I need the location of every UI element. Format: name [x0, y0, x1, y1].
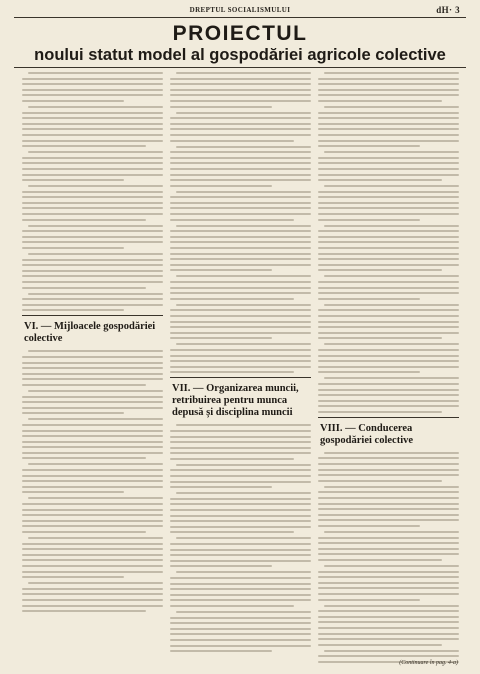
section-rule — [170, 377, 311, 378]
continuation-note: (Continuare în pag. 4-a) — [399, 660, 458, 666]
section-heading-vi: VI. — Mijloacele gospodăriei colective — [24, 321, 156, 345]
text-column-2 — [170, 72, 311, 666]
section-rule — [22, 315, 163, 316]
body-text-block — [170, 424, 311, 652]
body-text-block — [318, 452, 459, 666]
section-heading-vii: VII. — Organizarea muncii, retribuirea pentru munca depusă și disciplina muncii — [172, 383, 299, 419]
running-head — [14, 5, 466, 17]
body-text-block — [318, 72, 459, 413]
title-rule — [14, 67, 466, 68]
section-heading-viii: VIII. — Conducerea gospodăriei colective — [320, 422, 414, 446]
publication-name: DREPTUL SOCIALISMULUI — [189, 6, 291, 14]
section-rule — [318, 417, 459, 418]
body-text-block — [22, 72, 163, 311]
text-column-1 — [22, 72, 163, 666]
text-column-3 — [318, 72, 459, 666]
page-number: dH· 3 — [436, 5, 460, 15]
article-title: PROIECTUL — [172, 22, 308, 45]
body-text-block — [170, 72, 311, 373]
header-rule — [14, 17, 466, 18]
article-subtitle: noului statut model al gospodăriei agricole colective — [34, 46, 446, 64]
body-text-block — [22, 350, 163, 612]
